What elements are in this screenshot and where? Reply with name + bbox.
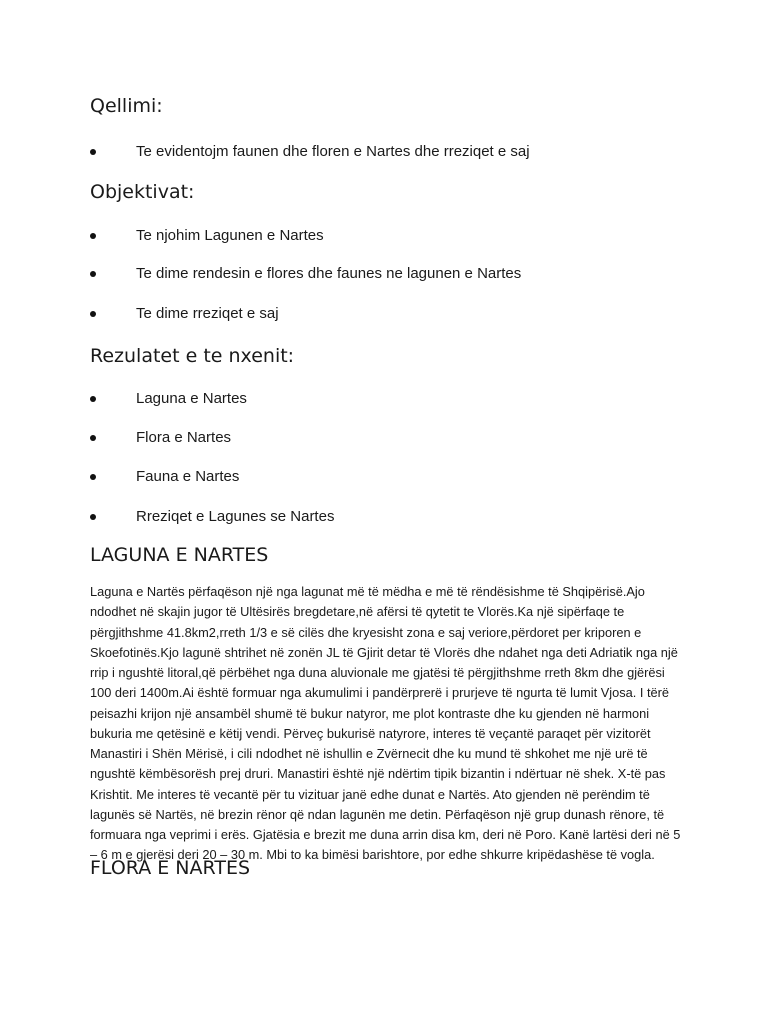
list-item-text: Te dime rreziqet e saj xyxy=(136,305,279,322)
paragraph-line: Manastiri i Shën Mërisë, i cili ndodhet në ishullin e Zvërnecit dhe ku mund të shkohet me një urë të xyxy=(90,746,648,761)
list-item-text: Te dime rendesin e flores dhe faunes ne lagunen e Nartes xyxy=(136,265,522,282)
laguna-paragraph xyxy=(90,582,684,866)
paragraph-line: përgjithshme 41.8km2,rreth 1/3 e së cilës dhe kryesisht zona e saj veriore,përdoret per kriporen e xyxy=(90,624,642,640)
bullet-icon xyxy=(90,435,96,441)
paragraph-line: – 6 m e gjerësi deri 20 – 30 m. Mbi to ka bimësi barishtore, por edhe shkurre kripëdashëse të vogla. xyxy=(90,847,655,863)
bullet-icon xyxy=(90,149,96,155)
paragraph-line: ndodhet në skajin jugor të Ultësirës bregdetare,në afërsi të qytetit te Vlorës.Ka një sipërfaqe te xyxy=(90,604,625,620)
list-item-text: Laguna e Nartes xyxy=(136,390,247,407)
bullet-icon xyxy=(90,233,96,239)
list-item-text: Fauna e Nartes xyxy=(136,468,240,485)
bullet-icon xyxy=(90,271,96,277)
bullet-icon xyxy=(90,396,96,402)
heading-flora: FLORA E NARTES xyxy=(90,857,251,879)
paragraph-line: Skoefotinës.Kjo lagunë shtrihet në zonën JL të Gjirit detar të Vlorës dhe ndahet nga deti Adriatik nga një xyxy=(90,644,678,660)
heading-objektivat: Objektivat: xyxy=(90,181,195,203)
bullet-icon xyxy=(90,514,96,520)
list-item-text: Rreziqet e Lagunes se Nartes xyxy=(136,508,335,525)
heading-qellimi: Qellimi: xyxy=(90,95,163,117)
list-item-text: Te njohim Lagunen e Nartes xyxy=(136,227,324,244)
heading-rezulatet: Rezulatet e te nxenit: xyxy=(90,345,295,367)
list-item-text: Flora e Nartes xyxy=(136,429,232,446)
heading-laguna: LAGUNA E NARTES xyxy=(90,544,269,566)
paragraph-line: formuara nga veprimi i erës. Gjatësia e brezit me duna arrin disa km, deri në Poro. Kanë lartësi deri në 5 xyxy=(90,827,681,842)
paragraph-line: rrip i ngushtë litoral,që përbëhet nga duna aluvionale me gjatësi të përgjithshme rreth 8km dhe gjërësi xyxy=(90,665,665,680)
paragraph-line: Laguna e Nartës përfaqëson një nga lagunat më të mëdha e më të rëndësishme të Shqipërisë.Ajo xyxy=(90,584,645,599)
bullet-icon xyxy=(90,311,96,317)
paragraph-line: ngushtë këmbësorësh prej druri. Manastiri është një ndërtim tipik bizantin i ndërtuar në shek. X-të pas xyxy=(90,766,666,782)
paragraph-line: 100 deri 1400m.Ai është formuar nga akumulimi i pandërprerë i prurjeve të ngurta të lumit Vjosa. I tërë xyxy=(90,685,669,701)
bullet-icon xyxy=(90,474,96,480)
paragraph-line: peisazhi krijon një ansambël shumë të bukur natyror, me plot kontraste dhe ku gjenden në harmoni xyxy=(90,705,650,721)
list-item-text: Te evidentojm faunen dhe floren e Nartes dhe rreziqet e saj xyxy=(136,143,530,160)
paragraph-line: Krishtit. Me interes të vecantë për tu vizituar janë edhe dunat e Nartës. Ato gjenden në perëndim të xyxy=(90,786,650,802)
paragraph-line: bukuria me qetësinë e këtij vendi. Përveç bukurisë natyrore, interes të veçantë paraqet për vizitorët xyxy=(90,725,651,741)
paragraph-line: lagunës së Nartës, në brezin rënor që ndan lagunën me detin. Përfaqëson një grup dunash rënore, të xyxy=(90,806,665,822)
